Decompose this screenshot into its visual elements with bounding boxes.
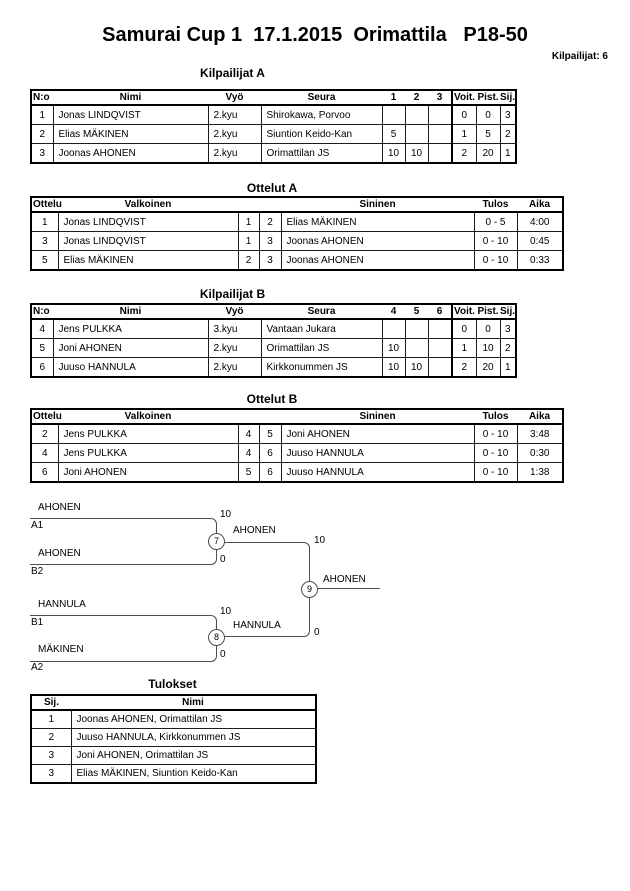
bracket-seed-label: B2: [31, 566, 44, 577]
points-cell: 0: [476, 319, 500, 339]
competitor-row: [31, 339, 516, 358]
match-no-cell: 4: [31, 444, 58, 463]
blue-name-cell: Juuso HANNULA: [281, 463, 474, 483]
col-header-wins: Voit.: [452, 90, 476, 105]
col-header-name: Nimi: [53, 90, 208, 105]
col-header-m1: 4: [382, 304, 405, 319]
competitor-row: [31, 144, 516, 164]
match-score-cell: [405, 125, 428, 144]
name-cell: Elias MÄKINEN: [53, 125, 208, 144]
competitor-row: [31, 319, 516, 339]
blue-name-cell: Joonas AHONEN: [281, 232, 474, 251]
col-header-m3: 3: [428, 90, 452, 105]
col-header-wins: Voit.: [452, 304, 476, 319]
col-header-white: Valkoinen: [58, 197, 238, 212]
belt-cell: 2.kyu: [208, 144, 261, 164]
match-number-circle: 7: [208, 533, 225, 550]
match-row: [31, 424, 563, 444]
match-score-cell: 10: [382, 144, 405, 164]
pool-b-heading: Kilpailijat B: [199, 287, 266, 301]
wins-cell: 0: [452, 319, 476, 339]
bracket-score: 0: [220, 554, 226, 565]
club-cell: Orimattilan JS: [261, 339, 382, 358]
wins-cell: 1: [452, 339, 476, 358]
place-cell: 2: [500, 125, 516, 144]
belt-cell: 2.kyu: [208, 358, 261, 378]
col-header-place: Sij.: [500, 92, 516, 103]
match-row: [31, 232, 563, 251]
no-cell: 5: [31, 339, 53, 358]
points-cell: 5: [476, 125, 500, 144]
place-cell: 3: [500, 319, 516, 339]
result-cell: 0 - 10: [474, 232, 517, 251]
match-score-cell: 10: [382, 358, 405, 378]
result-cell: 0 - 10: [474, 444, 517, 463]
match-score-cell: [405, 339, 428, 358]
col-header-no: N:o: [31, 90, 53, 105]
page-title: Samurai Cup 1 17.1.2015 Orimattila P18-50: [102, 24, 528, 46]
col-header-result: Tulos: [474, 409, 517, 424]
col-header-m2: 2: [405, 90, 428, 105]
matches-a-table: [30, 196, 564, 271]
col-header-club: Seura: [261, 304, 382, 319]
white-no-cell: 4: [238, 424, 259, 444]
time-cell: 1:38: [517, 463, 563, 483]
result-row: [31, 747, 316, 765]
bracket-winner-name: HANNULA: [233, 620, 281, 631]
results-table: [30, 694, 317, 784]
points-cell: 0: [476, 105, 500, 125]
white-name-cell: Elias MÄKINEN: [58, 251, 238, 271]
col-header-m3: 6: [428, 304, 452, 319]
match-no-cell: 6: [31, 463, 58, 483]
match-score-cell: 10: [405, 144, 428, 164]
match-score-cell: [382, 105, 405, 125]
match-row: [31, 251, 563, 271]
col-header-time: Aika: [517, 409, 563, 424]
match-row: [31, 212, 563, 232]
points-cell: 20: [476, 358, 500, 378]
blue-name-cell: Joonas AHONEN: [281, 251, 474, 271]
time-cell: 0:45: [517, 232, 563, 251]
blue-no-cell: 3: [259, 232, 281, 251]
match-row: [31, 444, 563, 463]
name-cell: Jonas LINDQVIST: [53, 105, 208, 125]
matches-b-heading: Ottelut B: [246, 392, 298, 406]
bracket-champion-name: AHONEN: [323, 574, 366, 585]
bracket-seed-label: A2: [31, 662, 44, 673]
no-cell: 6: [31, 358, 53, 378]
match-score-cell: 10: [405, 358, 428, 378]
col-header-blue: Sininen: [281, 409, 474, 424]
match-number-circle: 8: [208, 629, 225, 646]
match-row: [31, 463, 563, 483]
blue-name-cell: Joni AHONEN: [281, 424, 474, 444]
blue-no-cell: 6: [259, 444, 281, 463]
col-header-belt: Vyö: [208, 304, 261, 319]
white-name-cell: Jens PULKKA: [58, 444, 238, 463]
time-cell: 4:00: [517, 212, 563, 232]
col-header-match: Ottelu: [33, 411, 62, 422]
club-cell: Kirkkonummen JS: [261, 358, 382, 378]
club-cell: Orimattilan JS: [261, 144, 382, 164]
matches-b-table: [30, 408, 564, 483]
pool-a-heading: Kilpailijat A: [200, 66, 265, 80]
club-cell: Siuntion Keido-Kan: [261, 125, 382, 144]
white-no-cell: 5: [238, 463, 259, 483]
col-header-time: Aika: [517, 197, 563, 212]
points-cell: 20: [476, 144, 500, 164]
bracket-seed-label: A1: [31, 520, 44, 531]
time-cell: 0:30: [517, 444, 563, 463]
name-cell: Juuso HANNULA: [53, 358, 208, 378]
results-heading: Tulokset: [148, 677, 197, 691]
col-header-blue: Sininen: [281, 197, 474, 212]
col-header-name: Nimi: [53, 304, 208, 319]
bracket-winner-line: [317, 588, 380, 589]
bracket-seed-label: B1: [31, 617, 44, 628]
col-header-place: Sij.: [500, 306, 516, 317]
col-header-name: Nimi: [71, 695, 316, 710]
bracket-entry-name: AHONEN: [38, 502, 81, 513]
match-number-circle: 9: [301, 581, 318, 598]
match-score-cell: [428, 358, 452, 378]
blue-no-cell: 6: [259, 463, 281, 483]
pool-b-table: [30, 303, 517, 378]
header-row: [31, 197, 563, 212]
match-no-cell: 2: [31, 424, 58, 444]
bracket-score: 0: [314, 627, 320, 638]
white-name-cell: Jens PULKKA: [58, 424, 238, 444]
wins-cell: 2: [452, 144, 476, 164]
place-cell: 1: [500, 144, 516, 164]
col-header-white: Valkoinen: [58, 409, 238, 424]
place-cell: 3: [31, 747, 71, 765]
name-cell: Elias MÄKINEN, Siuntion Keido-Kan: [71, 765, 316, 784]
matches-a-heading: Ottelut A: [246, 181, 298, 195]
name-cell: Joonas AHONEN: [53, 144, 208, 164]
place-cell: 2: [500, 339, 516, 358]
name-cell: Joonas AHONEN, Orimattilan JS: [71, 710, 316, 729]
belt-cell: 2.kyu: [208, 105, 261, 125]
no-cell: 2: [31, 125, 53, 144]
match-score-cell: [428, 144, 452, 164]
match-score-cell: 10: [382, 339, 405, 358]
col-header-blue-no: [259, 409, 281, 424]
result-cell: 0 - 10: [474, 463, 517, 483]
match-score-cell: [405, 105, 428, 125]
name-cell: Jens PULKKA: [53, 319, 208, 339]
no-cell: 3: [31, 144, 53, 164]
bracket-winner-name: AHONEN: [233, 525, 276, 536]
col-header-m1: 1: [382, 90, 405, 105]
bracket-score: 10: [220, 606, 232, 617]
white-name-cell: Joni AHONEN: [58, 463, 238, 483]
place-cell: 3: [31, 765, 71, 784]
wins-cell: 2: [452, 358, 476, 378]
result-cell: 0 - 10: [474, 424, 517, 444]
blue-no-cell: 2: [259, 212, 281, 232]
white-name-cell: Jonas LINDQVIST: [58, 212, 238, 232]
belt-cell: 2.kyu: [208, 125, 261, 144]
white-no-cell: 4: [238, 444, 259, 463]
place-cell: 1: [500, 358, 516, 378]
pool-a-table: [30, 89, 517, 164]
result-row: [31, 729, 316, 747]
match-score-cell: 5: [382, 125, 405, 144]
bracket-entry-name: AHONEN: [38, 548, 81, 559]
white-name-cell: Jonas LINDQVIST: [58, 232, 238, 251]
col-header-points: Pist.: [477, 306, 499, 317]
col-header-club: Seura: [261, 90, 382, 105]
competitors-count: Kilpailijat: 6: [551, 51, 608, 62]
white-no-cell: 1: [238, 232, 259, 251]
match-no-cell: 3: [31, 232, 58, 251]
col-header-blue-no: [259, 197, 281, 212]
white-no-cell: 2: [238, 251, 259, 271]
competitor-row: [31, 125, 516, 144]
header-row: [31, 90, 516, 105]
club-cell: Vantaan Jukara: [261, 319, 382, 339]
col-header-place: Sij.: [31, 695, 71, 710]
col-header-match: Ottelu: [33, 199, 62, 210]
white-no-cell: 1: [238, 212, 259, 232]
bracket-score: 10: [314, 535, 326, 546]
bracket-score: 10: [220, 509, 232, 520]
match-score-cell: [428, 125, 452, 144]
final-bracket: [0, 500, 630, 680]
match-score-cell: [428, 339, 452, 358]
result-cell: 0 - 5: [474, 212, 517, 232]
blue-no-cell: 5: [259, 424, 281, 444]
place-cell: 1: [31, 710, 71, 729]
place-cell: 3: [500, 105, 516, 125]
col-header-white-no: [238, 197, 259, 212]
bracket-entry-name: HANNULA: [38, 599, 86, 610]
result-row: [31, 710, 316, 729]
header-row: [31, 695, 316, 710]
col-header-m2: 5: [405, 304, 428, 319]
bracket-score: 0: [220, 649, 226, 660]
col-header-result: Tulos: [474, 197, 517, 212]
col-header-white-no: [238, 409, 259, 424]
header-row: [31, 409, 563, 424]
bracket-entry-name: MÄKINEN: [38, 644, 84, 655]
result-row: [31, 765, 316, 784]
match-score-cell: [428, 105, 452, 125]
match-score-cell: [382, 319, 405, 339]
wins-cell: 1: [452, 125, 476, 144]
name-cell: Juuso HANNULA, Kirkkonummen JS: [71, 729, 316, 747]
name-cell: Joni AHONEN, Orimattilan JS: [71, 747, 316, 765]
no-cell: 4: [31, 319, 53, 339]
time-cell: 3:48: [517, 424, 563, 444]
match-score-cell: [428, 319, 452, 339]
belt-cell: 2.kyu: [208, 339, 261, 358]
name-cell: Joni AHONEN: [53, 339, 208, 358]
match-no-cell: 5: [31, 251, 58, 271]
header-row: [31, 304, 516, 319]
col-header-no: N:o: [31, 304, 53, 319]
col-header-belt: Vyö: [208, 90, 261, 105]
club-cell: Shirokawa, Porvoo: [261, 105, 382, 125]
blue-name-cell: Elias MÄKINEN: [281, 212, 474, 232]
blue-name-cell: Juuso HANNULA: [281, 444, 474, 463]
place-cell: 2: [31, 729, 71, 747]
wins-cell: 0: [452, 105, 476, 125]
match-score-cell: [405, 319, 428, 339]
match-no-cell: 1: [31, 212, 58, 232]
time-cell: 0:33: [517, 251, 563, 271]
result-cell: 0 - 10: [474, 251, 517, 271]
no-cell: 1: [31, 105, 53, 125]
competitor-row: [31, 358, 516, 378]
competitor-row: [31, 105, 516, 125]
points-cell: 10: [476, 339, 500, 358]
belt-cell: 3.kyu: [208, 319, 261, 339]
blue-no-cell: 3: [259, 251, 281, 271]
col-header-points: Pist.: [477, 92, 499, 103]
